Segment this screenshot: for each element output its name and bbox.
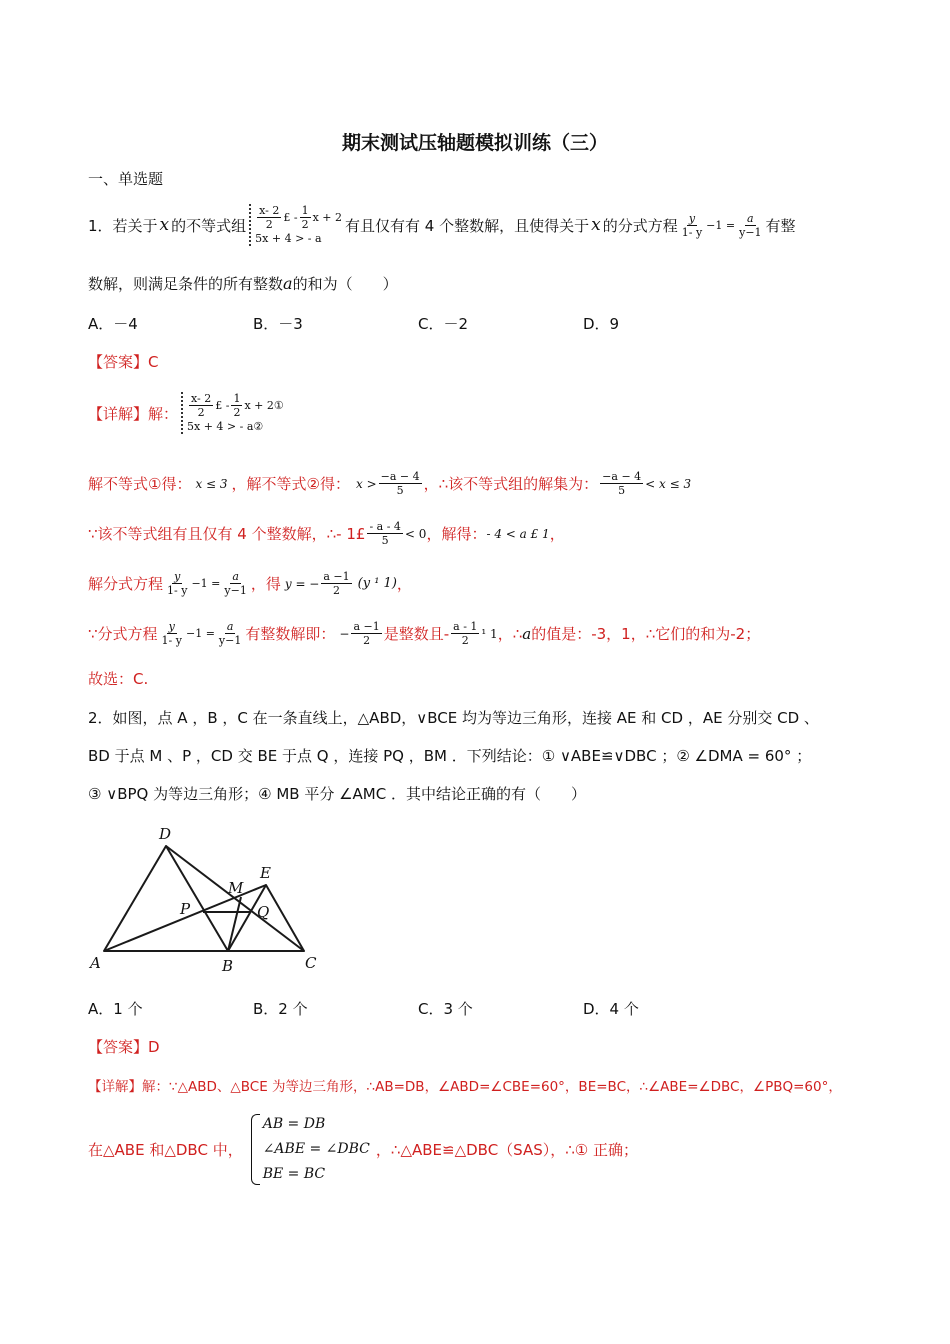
page-title: 期末测试压轴题模拟训练（三） (341, 132, 608, 154)
step-text: ，∴△ABE≌△DBC（SAS），∴① 正确； (375, 1141, 639, 1159)
step-text: ， (549, 525, 565, 543)
math: < 0 (404, 526, 427, 541)
math: - 4 < a £ 1 (486, 526, 550, 541)
q2-detail-line1: 【详解】解：∵△ABD、△BCE 为等边三角形，∴AB=DB，∠ABD=∠CBE=60°，BE=BC，∴∠ABE=∠DBC，∠PBQ=60°， (88, 1079, 842, 1095)
label-b: B (222, 957, 234, 975)
q1-text: 有且仅有有 4 个整数解，且使得关于 (345, 216, 590, 235)
q1-text: 有整 (765, 216, 796, 235)
sys-term: x + 2 (312, 211, 343, 224)
q2-option-a: A．1 个 (88, 1000, 143, 1018)
condition-row: ∠ABE = ∠DBC (262, 1141, 370, 1157)
frac-num: 1 (233, 392, 241, 405)
q2-line3: ③ ∨BPQ 为等边三角形；④ MB 平分 ∠AMC ．其中结论正确的有（ ） (88, 785, 586, 803)
q1-text: 的分式方程 (602, 216, 678, 235)
frac-den: 1- y (681, 225, 703, 239)
q1-text: 的不等式组 (171, 216, 247, 235)
congruence-conditions (249, 1112, 370, 1187)
frac-num: x- 2 (259, 204, 280, 217)
frac-num: a - 1 (453, 620, 478, 633)
q1-option-c: C．－2 (418, 315, 469, 333)
frac-num: y (688, 211, 696, 225)
label-d: D (159, 825, 172, 843)
q2-option-b: B．2 个 (253, 1000, 308, 1018)
frac-num: a (232, 570, 239, 583)
condition-row: BE = BC (262, 1166, 326, 1182)
step-text: 在△ABE 和△DBC 中， (88, 1141, 243, 1159)
q1-option-a: A．－4 (88, 315, 138, 333)
step-text: ，得 (250, 575, 281, 593)
frac-den: 1- y (167, 584, 188, 597)
var-x: x (591, 215, 601, 235)
frac-num: a −1 (323, 570, 350, 583)
frac-den: 2 (233, 406, 241, 419)
q2-option-d: D．4 个 (583, 1000, 639, 1018)
step-text: ∵分式方程 (88, 625, 158, 643)
frac-num: −a − 4 (602, 470, 642, 483)
frac-den: 1- y (161, 634, 182, 647)
math: ¹ 1 (481, 626, 498, 641)
q1-conclusion: 故选：C. (88, 670, 149, 688)
sys-row2: 5x + 4 > - a (255, 232, 322, 245)
step-text: 有整数解即： (245, 625, 336, 643)
q2-option-c: C．3 个 (418, 1000, 473, 1018)
step-text: ，∴该不等式组的解集为： (423, 475, 599, 493)
frac-num: x- 2 (191, 392, 212, 405)
step-text: ，∴ (497, 625, 523, 643)
step-text: 解不等式①得： (88, 475, 192, 493)
var-a: a (522, 624, 532, 643)
q1-text: 数解，则满足条件的所有整数 (88, 275, 284, 293)
q2-answer: 【答案】D (88, 1038, 160, 1056)
section-heading: 一、单选题 (88, 170, 164, 188)
sys-op: £ - (215, 399, 230, 412)
frac-num: 1 (301, 204, 309, 217)
q1-step4 (88, 620, 760, 647)
label-e: E (260, 864, 271, 882)
frac-den: 2 (197, 406, 205, 419)
q1-option-b: B．－3 (253, 315, 303, 333)
step-text: ，解不等式②得： (231, 475, 350, 493)
step-text: 解分式方程 (88, 575, 164, 593)
var-a: a (283, 274, 293, 293)
eq-op: −1 = (706, 218, 736, 232)
condition-row: AB = DB (262, 1116, 326, 1132)
q1-step2 (88, 520, 565, 547)
frac-den: y−1 (739, 225, 762, 239)
step-text: ， (396, 575, 412, 593)
q1-line2 (88, 273, 398, 294)
q1-inequality-system (249, 204, 342, 246)
label-a: A (90, 954, 101, 972)
frac-den: 2 (333, 584, 341, 597)
math: x > (356, 476, 377, 491)
label-q: Q (257, 903, 270, 921)
q1-step3 (88, 570, 412, 597)
q1-line1 (88, 204, 796, 246)
frac-num: y (168, 620, 175, 633)
eq-op: −1 = (191, 577, 221, 590)
q1-step1 (88, 470, 691, 497)
step-text: 是整数且- (383, 625, 450, 643)
q1-text: 1．若关于 (88, 216, 158, 235)
segment-cd (166, 846, 304, 951)
q2-line2: BD 于点 M 、P ，CD 交 BE 于点 Q ，连接 PQ ，BM ．下列结论：① ∨ABE≌∨DBC ；② ∠DMA = 60° ； (88, 747, 812, 765)
frac-num: a (226, 620, 234, 633)
math: x ≤ 3 (195, 476, 228, 491)
frac-num: y (174, 570, 181, 583)
math: y = − (284, 576, 320, 591)
q2-figure (85, 820, 325, 980)
frac-num: - a - 4 (369, 520, 401, 533)
label-c: C (305, 954, 317, 972)
sys-row2: 5x + 4 > - a② (187, 420, 264, 433)
frac-num: a (747, 211, 754, 225)
sys-op: £ - (283, 211, 298, 224)
frac-den: 5 (396, 484, 404, 497)
frac-den: 2 (363, 634, 371, 647)
frac-num: a −1 (353, 620, 380, 633)
frac-den: 2 (301, 218, 309, 231)
q1-answer: 【答案】C (88, 353, 159, 371)
step-text: ，解得： (426, 525, 487, 543)
q1-text: 的和为（ ） (292, 275, 398, 293)
q1-detail-system (181, 392, 284, 434)
label-p: P (180, 900, 191, 918)
math: < x ≤ 3 (645, 476, 692, 491)
segment-bm (228, 897, 241, 951)
step-text: 的值是：-3，1，∴它们的和为-2； (531, 625, 761, 643)
frac-den: 5 (381, 534, 389, 547)
frac-den: y−1 (224, 584, 247, 597)
frac-den: y−1 (218, 634, 242, 647)
step-text: ∵该不等式组有且仅有 4 个整数解，∴- 1£ (88, 525, 366, 543)
q2-detail-line2 (88, 1112, 638, 1187)
eq-op: −1 = (185, 627, 215, 640)
label-m: M (228, 879, 244, 897)
frac-den: 5 (618, 484, 626, 497)
math: (y ¹ 1) (357, 576, 397, 591)
frac-den: 2 (265, 218, 273, 231)
q1-detail (88, 392, 287, 434)
var-x: x (159, 215, 170, 235)
math: − (339, 626, 350, 641)
frac-num: −a − 4 (380, 470, 420, 483)
detail-label: 【详解】解： (88, 404, 179, 423)
triangle-abd (104, 846, 228, 951)
frac-den: 2 (461, 634, 469, 647)
q2-line1: 2．如图，点 A ，B ，C 在一条直线上，△ABD，∨BCE 均为等边三角形，连接 AE 和 CD ，AE 分别交 CD 、 (88, 709, 819, 727)
q1-option-d: D．9 (583, 315, 620, 333)
sys-term: x + 2① (244, 399, 284, 412)
